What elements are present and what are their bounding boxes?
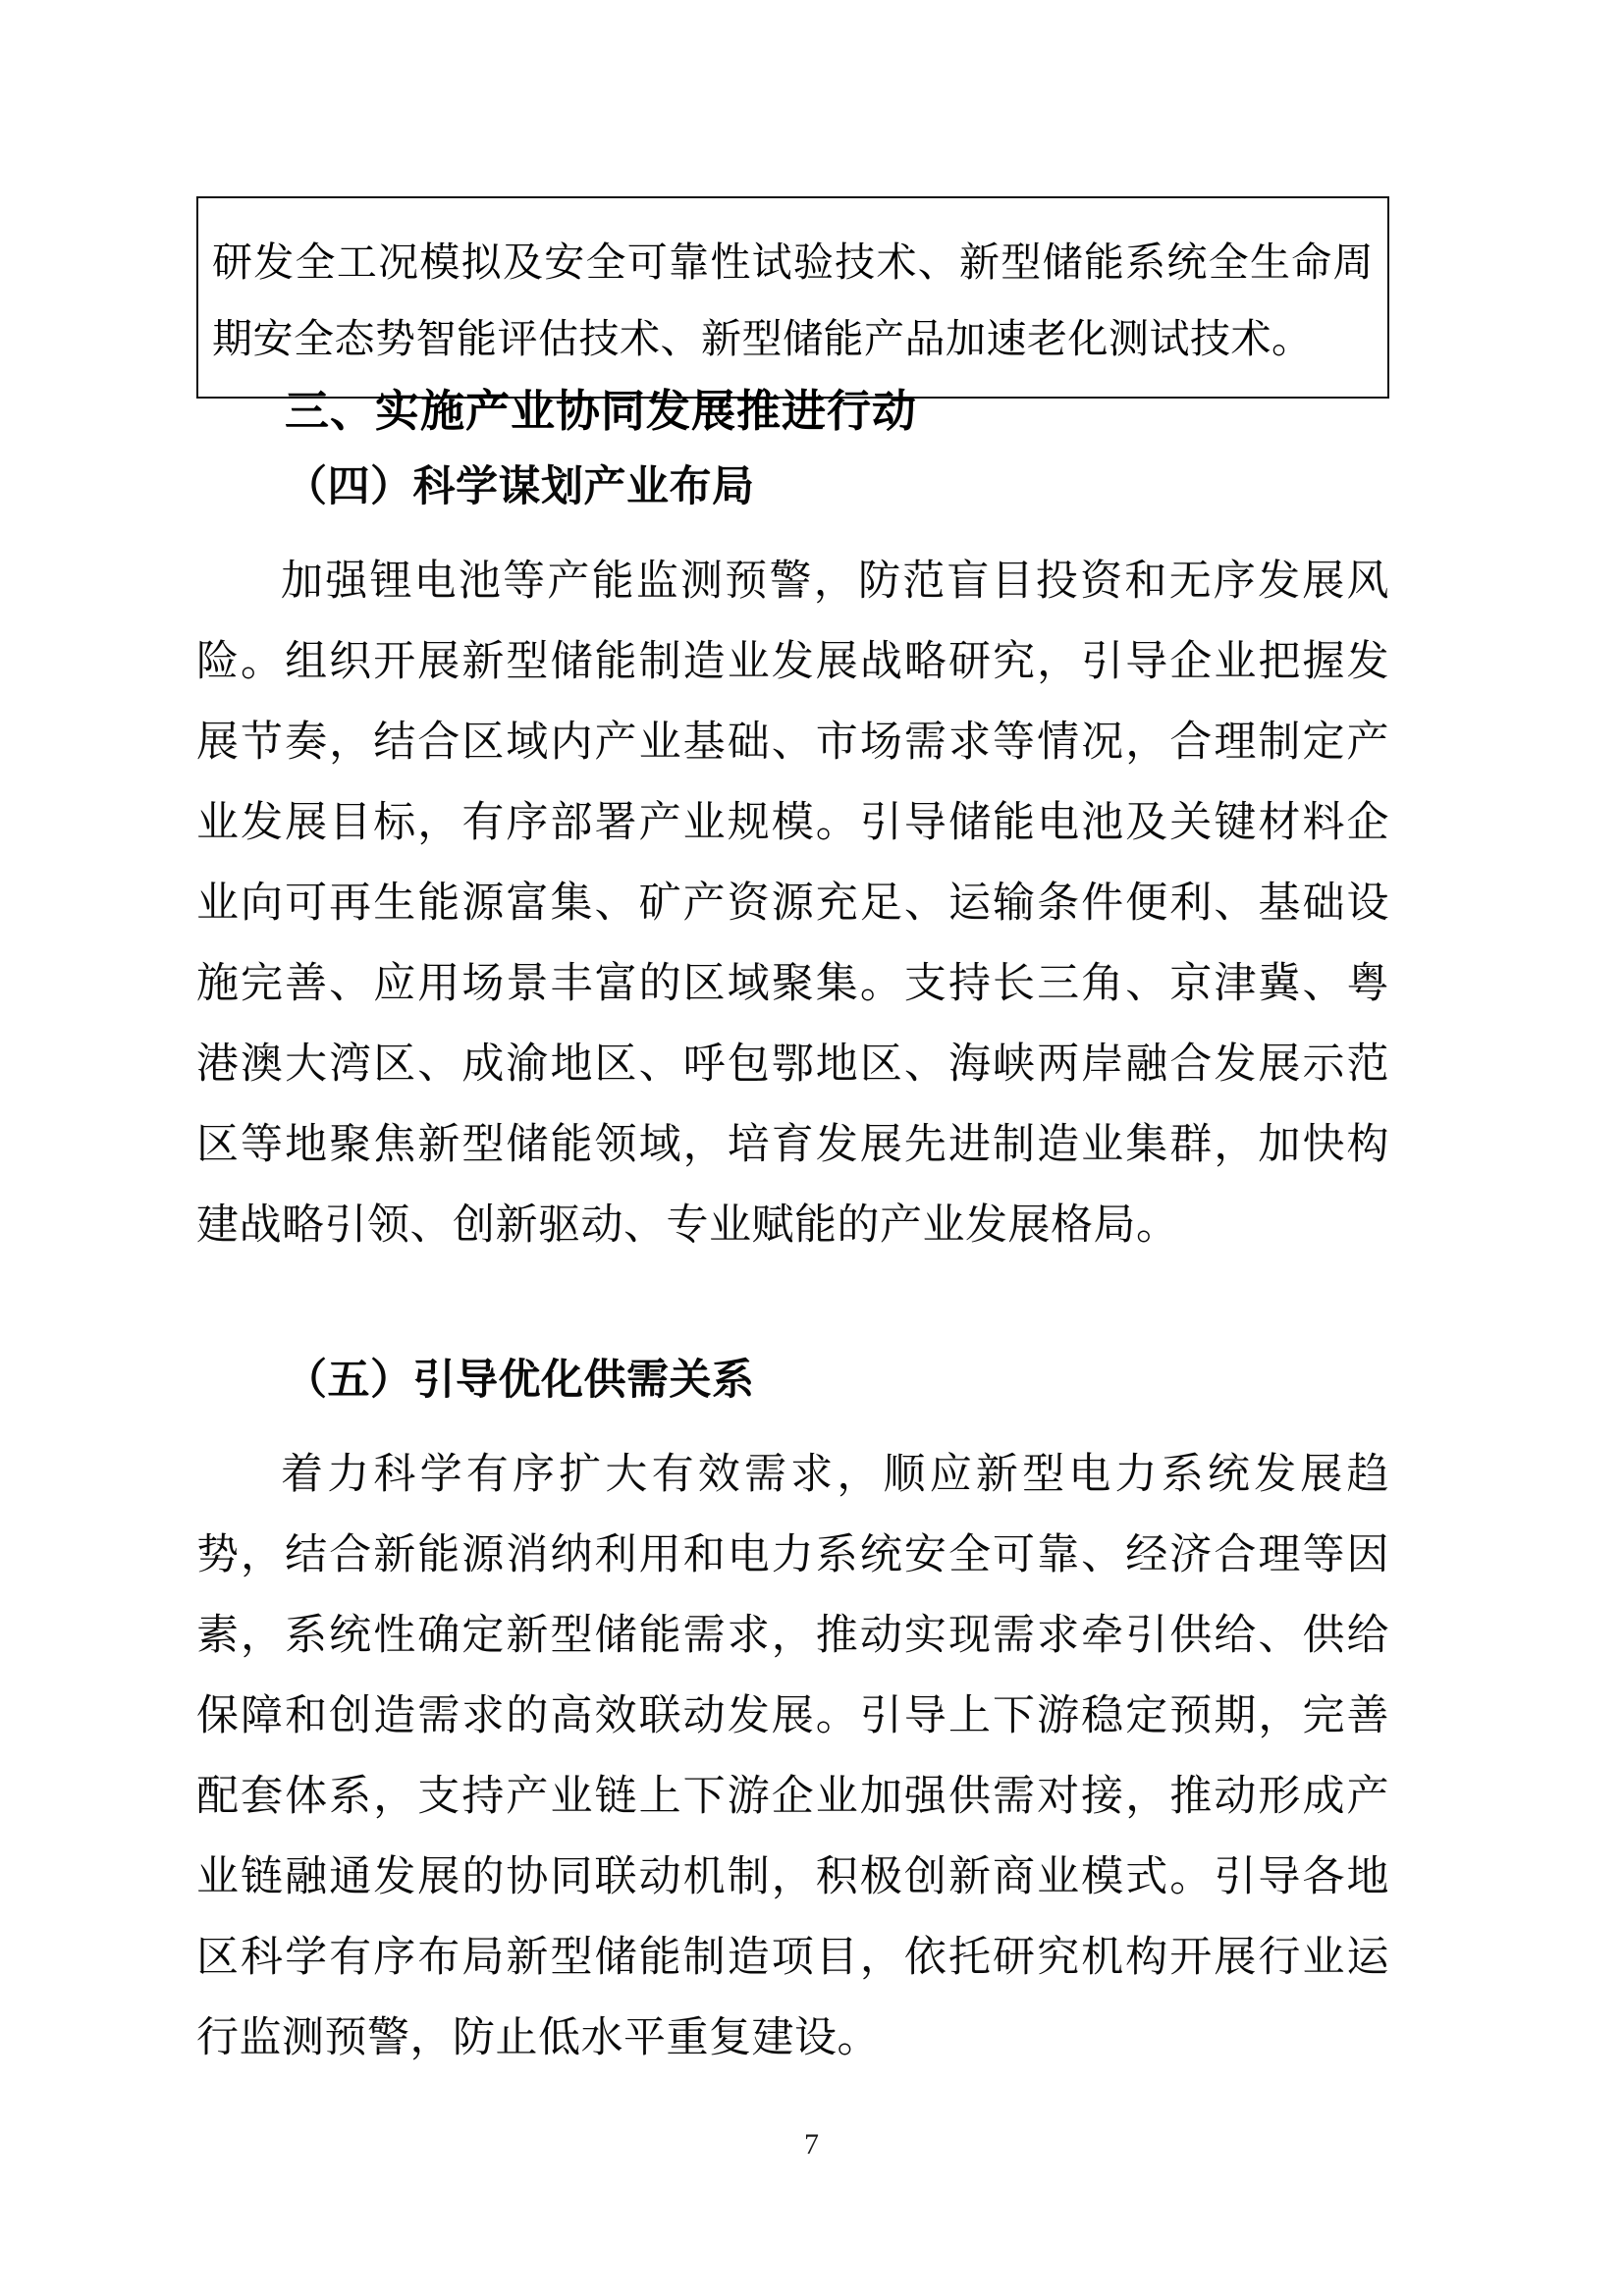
subsection-heading-five: （五）引导优化供需关系 [285,1358,755,1404]
page-number: 7 [804,2128,819,2161]
subsection-paragraph-five: 着力科学有序扩大有效需求，顺应新型电力系统发展趋势，结合新能源消纳利用和电力系统安全可靠、经济合理等因素，系统性确定新型储能需求，推动实现需求牵引供给、供给保障和创造需求的高效联动发展。引导上下游稳定预期，完善配套体系，支持产业链上下游企业加强供需对接，推动形成产业链融通发展的协同联动机制，积极创新商业模式。引导各地区科学有序布局新型储能制造项目，依托研究机构开展行业运行监测预警，防止低水平重复建设。 [196,1452,1389,2061]
boxed-callout-text: 研发全工况模拟及安全可靠性试验技术、新型储能系统全生命周期安全态势智能评估技术、新型储能产品加速老化测试技术。 [212,240,1374,361]
boxed-callout [196,196,1389,399]
subsection-heading-four: （四）科学谋划产业布局 [285,464,755,510]
section-heading-three: 三、实施产业协同发展推进行动 [285,386,918,436]
subsection-paragraph-four: 加强锂电池等产能监测预警，防范盲目投资和无序发展风险。组织开展新型储能制造业发展战略研究，引导企业把握发展节奏，结合区域内产业基础、市场需求等情况，合理制定产业发展目标，有序部署产业规模。引导储能电池及关键材料企业向可再生能源富集、矿产资源充足、运输条件便利、基础设施完善、应用场景丰富的区域聚集。支持长三角、京津冀、粤港澳大湾区、成渝地区、呼包鄂地区、海峡两岸融合发展示范区等地聚焦新型储能领域，培育发展先进制造业集群，加快构建战略引领、创新驱动、专业赋能的产业发展格局。 [196,559,1389,1249]
